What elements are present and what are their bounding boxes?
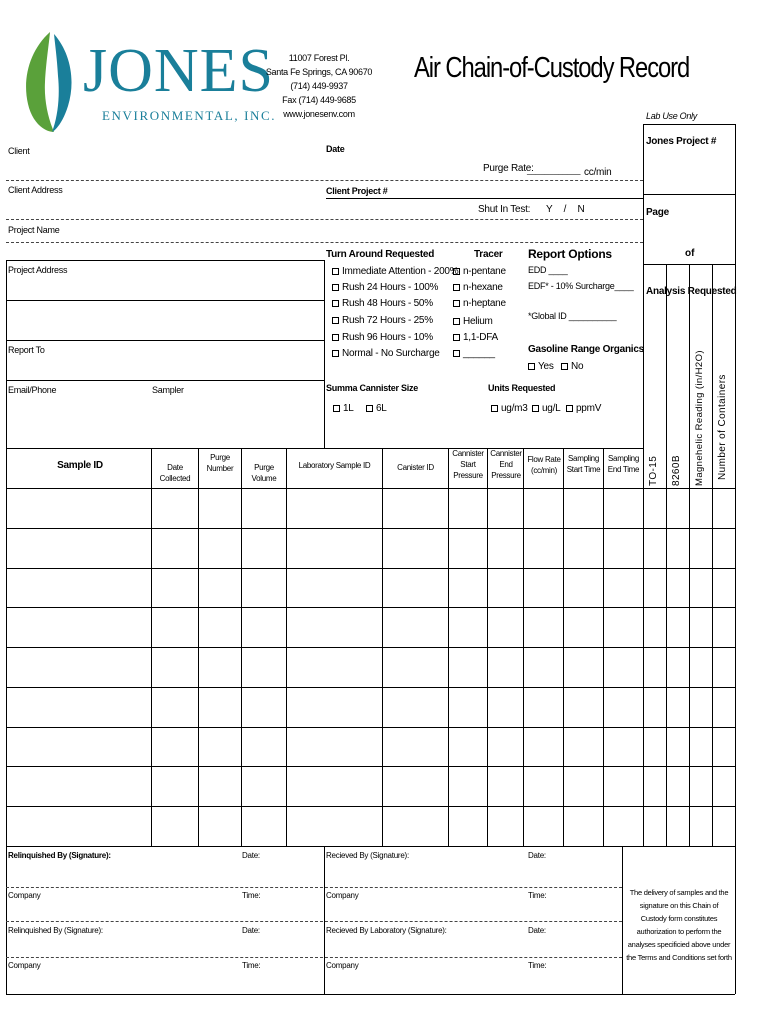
- tracer-option[interactable]: [453, 348, 495, 359]
- address-city: Santa Fe Springs, CA 90670: [265, 67, 373, 77]
- shut-in-options[interactable]: Y / N: [546, 204, 585, 215]
- col-purge-volume: Purge Volume: [251, 463, 277, 483]
- logo-name: JONES: [83, 37, 275, 105]
- tracer-option-label: n-hexane: [463, 282, 503, 293]
- checkbox-icon: [561, 363, 568, 370]
- turnaround-option-label: Rush 48 Hours - 50%: [342, 298, 433, 309]
- project-name-label: Project Name: [8, 225, 60, 235]
- gro-no-option[interactable]: [561, 361, 583, 372]
- checkbox-icon: [453, 318, 460, 325]
- table-row[interactable]: [6, 806, 735, 807]
- gro-no-label: No: [571, 361, 584, 372]
- address-phone: (714) 449-9937: [290, 81, 348, 91]
- date-1[interactable]: Date:: [242, 851, 260, 860]
- table-row[interactable]: [6, 766, 735, 767]
- tracer-option-label: Helium: [463, 316, 493, 327]
- date-label: Date: [326, 144, 345, 154]
- gro-yes-label: Yes: [538, 361, 554, 372]
- client-project-label: Client Project #: [326, 186, 388, 196]
- table-row[interactable]: [6, 528, 735, 529]
- col-magnehelic: Magnehelic Reading (in/H2O): [694, 350, 705, 486]
- date-2[interactable]: Date:: [242, 926, 260, 935]
- tracer-option[interactable]: [453, 332, 498, 343]
- turnaround-option[interactable]: [332, 348, 440, 359]
- address-website: www.jonesenv.com: [283, 109, 355, 119]
- col-to15: TO-15: [648, 455, 659, 486]
- turnaround-title: Turn Around Requested: [326, 249, 435, 260]
- checkbox-icon: [333, 405, 340, 412]
- tracer-option-label: ______: [463, 348, 495, 359]
- units-ugl-label: ug/L: [542, 403, 561, 414]
- leaf-logo-icon: [18, 30, 80, 134]
- checkbox-icon: [332, 284, 339, 291]
- checkbox-icon: [528, 363, 535, 370]
- tracer-option-label: n-heptane: [463, 298, 506, 309]
- tracer-option[interactable]: [453, 298, 506, 309]
- checkbox-icon: [566, 405, 573, 412]
- checkbox-icon: [332, 334, 339, 341]
- purge-rate-unit: cc/min: [584, 167, 612, 178]
- tracer-option[interactable]: [453, 282, 503, 293]
- turnaround-option-label: Normal - No Surcharge: [342, 348, 440, 359]
- col-purge-number: Purge Number: [206, 453, 234, 473]
- checkbox-icon: [491, 405, 498, 412]
- disclaimer-text: The delivery of samples and the signature on this Chain of Custody form constitutes authorization to perform the analyses specificied above under the Terms and Conditions set forth: [626, 888, 732, 962]
- units-ppmv-label: ppmV: [576, 403, 602, 414]
- address-fax: Fax (714) 449-9685: [282, 95, 356, 105]
- lab-use-only-label: Lab Use Only: [646, 111, 697, 121]
- summa-6l-label: 6L: [376, 403, 387, 414]
- col-sampling-end: Sampling End Time: [607, 454, 640, 474]
- col-canister-start: Cannister Start Pressure: [452, 449, 484, 480]
- edd-option[interactable]: EDD ____: [528, 265, 568, 275]
- col-containers: Number of Containers: [717, 374, 728, 480]
- table-row[interactable]: [6, 687, 735, 688]
- tracer-option-label: n-pentane: [463, 266, 506, 277]
- units-ugl-option[interactable]: [532, 403, 560, 414]
- time-r2[interactable]: Time:: [528, 961, 547, 970]
- col-date-collected: Date Collected: [159, 463, 191, 483]
- units-ugm3-option[interactable]: [491, 403, 528, 414]
- checkbox-icon: [453, 284, 460, 291]
- form-title: Air Chain-of-Custody Record: [414, 52, 690, 84]
- purge-rate-label: Purge Rate:: [483, 163, 534, 174]
- time-2[interactable]: Time:: [242, 961, 261, 970]
- client-field[interactable]: [6, 180, 643, 181]
- summa-6l-option[interactable]: [366, 403, 387, 414]
- col-flow-rate: Flow Rate (cc/min): [527, 455, 561, 475]
- turnaround-option-label: Rush 96 Hours - 10%: [342, 332, 433, 343]
- analysis-requested-label: Analysis Requested: [646, 286, 737, 297]
- col-sample-id: Sample ID: [57, 460, 103, 471]
- jones-project-label: Jones Project #: [646, 136, 717, 147]
- turnaround-option[interactable]: [332, 298, 433, 309]
- col-canister-end: Cannister End Pressure: [490, 449, 522, 480]
- company-r2[interactable]: Company: [326, 961, 359, 970]
- company-1[interactable]: Company: [8, 891, 41, 900]
- col-8260b: 8260B: [671, 455, 682, 486]
- relinquished-by-2[interactable]: Relinquished By (Signature):: [8, 926, 103, 935]
- col-sampling-start: Sampling Start Time: [566, 454, 601, 474]
- checkbox-icon: [332, 317, 339, 324]
- summa-1l-option[interactable]: [333, 403, 354, 414]
- checkbox-icon: [366, 405, 373, 412]
- col-lab-sample-id: Laboratory Sample ID: [298, 461, 371, 470]
- turnaround-option-label: Rush 72 Hours - 25%: [342, 315, 433, 326]
- gro-yes-option[interactable]: [528, 361, 554, 372]
- sampler-label: Sampler: [152, 385, 184, 395]
- report-to-label: Report To: [8, 345, 45, 355]
- time-r1[interactable]: Time:: [528, 891, 547, 900]
- checkbox-icon: [453, 334, 460, 341]
- tracer-title: Tracer: [474, 249, 503, 260]
- checkbox-icon: [453, 300, 460, 307]
- project-address-label: Project Address: [8, 265, 68, 275]
- address-street: 11007 Forest Pl.: [288, 53, 350, 63]
- checkbox-icon: [453, 268, 460, 275]
- table-row[interactable]: [6, 607, 735, 608]
- summa-1l-label: 1L: [343, 403, 354, 414]
- received-by-lab[interactable]: Recieved By Laboratory (Signature):: [326, 926, 447, 935]
- units-title: Units Requested: [488, 383, 556, 393]
- logo-subtitle: ENVIRONMENTAL, INC.: [102, 108, 277, 123]
- global-id-field[interactable]: *Global ID __________: [528, 311, 617, 321]
- table-row[interactable]: [6, 568, 735, 569]
- gro-title: Gasoline Range Organics: [528, 344, 644, 355]
- time-1[interactable]: Time:: [242, 891, 261, 900]
- checkbox-icon: [453, 350, 460, 357]
- shut-in-test-label: Shut In Test:: [478, 204, 531, 215]
- date-r1[interactable]: Date:: [528, 851, 546, 860]
- tracer-option-label: 1,1-DFA: [463, 332, 498, 343]
- received-by-1[interactable]: Recieved By (Signature):: [326, 851, 409, 860]
- report-options-title: Report Options: [528, 247, 612, 261]
- units-ppmv-option[interactable]: [566, 403, 601, 414]
- checkbox-icon: [332, 300, 339, 307]
- tracer-option[interactable]: [453, 316, 493, 327]
- units-ugm3-label: ug/m3: [501, 403, 528, 414]
- turnaround-option-label: Rush 24 Hours - 100%: [342, 282, 439, 293]
- table-row[interactable]: [6, 647, 735, 648]
- client-address-label: Client Address: [8, 185, 63, 195]
- checkbox-icon: [532, 405, 539, 412]
- turnaround-option[interactable]: [332, 315, 433, 326]
- email-phone-label: Email/Phone: [8, 385, 57, 395]
- col-canister-id: Canister ID: [397, 463, 434, 472]
- edf-option[interactable]: EDF* - 10% Surcharge____: [528, 281, 634, 291]
- checkbox-icon: [332, 268, 339, 275]
- turnaround-option[interactable]: [332, 266, 458, 277]
- checkbox-icon: [332, 350, 339, 357]
- client-label: Client: [8, 146, 30, 156]
- turnaround-option[interactable]: [332, 332, 433, 343]
- of-label: of: [685, 248, 695, 259]
- turnaround-option-label: Immediate Attention - 200%: [342, 266, 459, 277]
- page-label: Page: [646, 207, 669, 218]
- company-r1[interactable]: Company: [326, 891, 359, 900]
- company-2[interactable]: Company: [8, 961, 41, 970]
- relinquished-by-1[interactable]: Relinquished By (Signature):: [8, 851, 111, 860]
- date-r2[interactable]: Date:: [528, 926, 546, 935]
- table-row[interactable]: [6, 727, 735, 728]
- tracer-option[interactable]: [453, 266, 506, 277]
- turnaround-option[interactable]: [332, 282, 438, 293]
- purge-rate-blank[interactable]: ____________: [527, 166, 581, 175]
- summa-title: Summa Cannister Size: [326, 383, 419, 393]
